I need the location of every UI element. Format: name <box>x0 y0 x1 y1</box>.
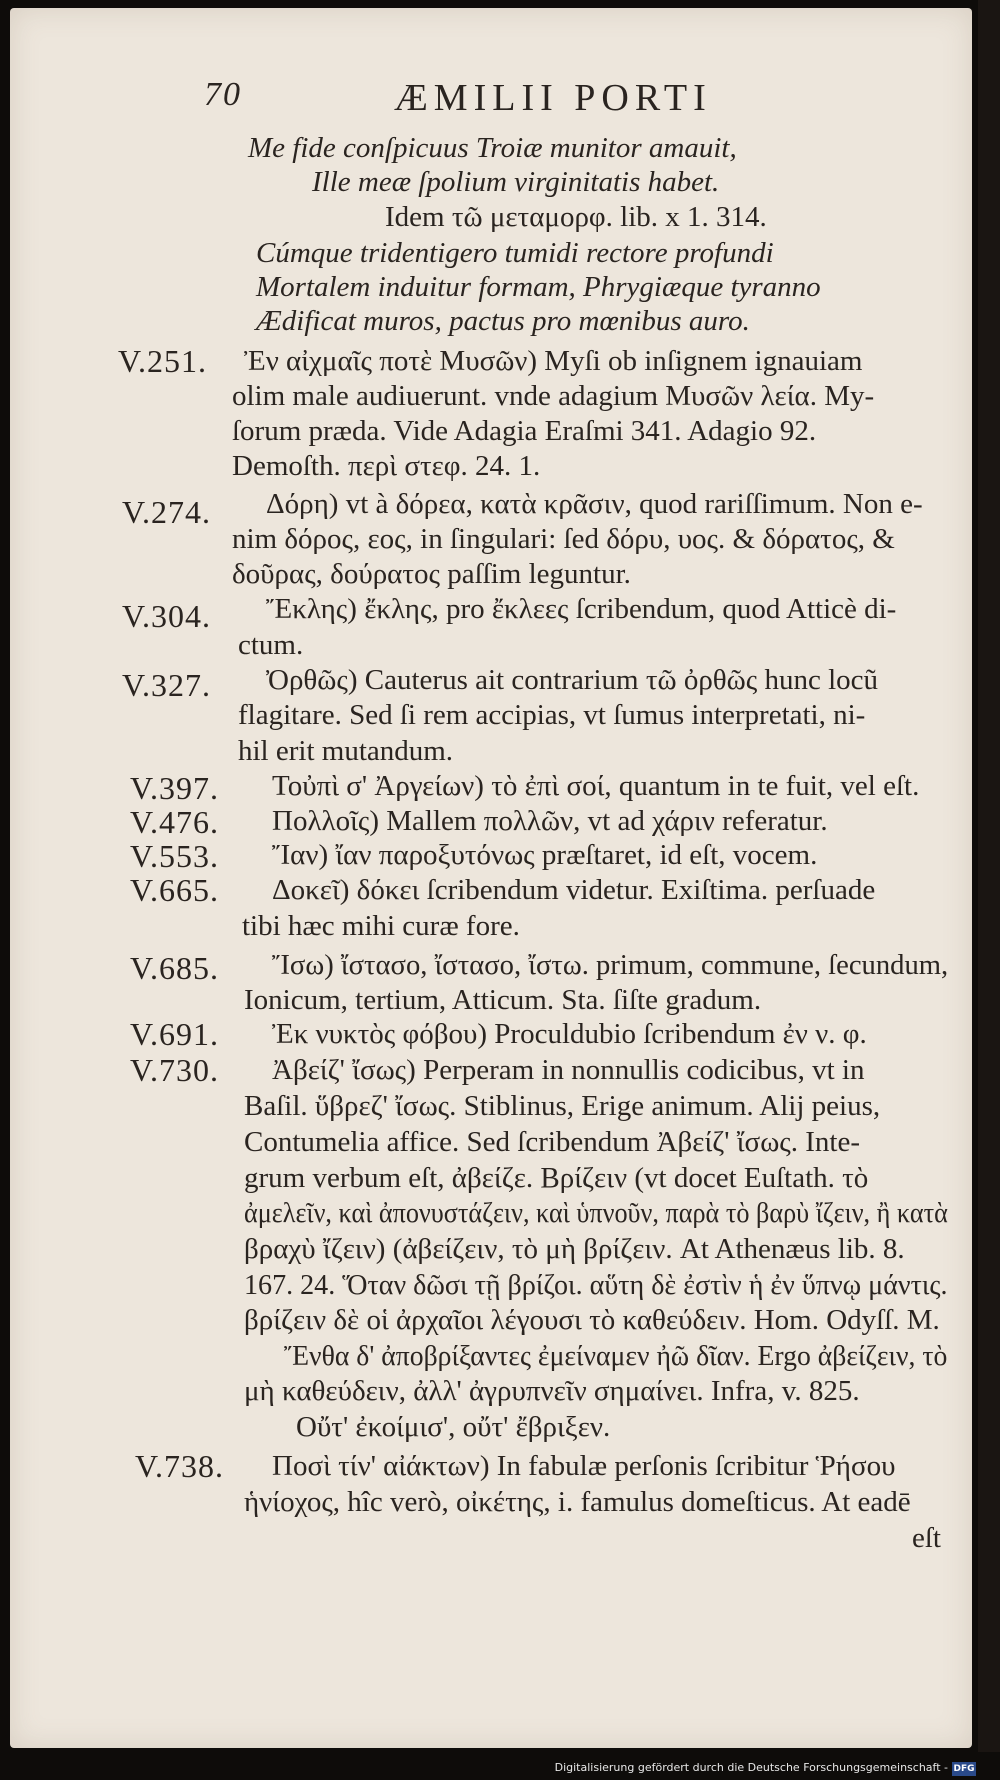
commentary-line: ἀμελεῖν, καὶ ἀπονυστάζειν, καὶ ὑπνοῦν, παρὰ τὸ βαρὺ ἴζειν, ἢ κατὰ <box>244 1197 948 1229</box>
poem-line: Me fide conſpicuus Troiæ munitor amauit, <box>248 132 737 164</box>
verse-label: V.304. <box>122 598 211 634</box>
verse-label: V.397. <box>130 770 219 806</box>
verse-label: V.665. <box>130 872 219 908</box>
commentary-line: hil erit mutandum. <box>238 735 454 767</box>
poem-line: Ædificat muros, pactus pro mœnibus auro. <box>256 305 750 337</box>
verse-label: V.251. <box>118 343 207 379</box>
running-title: ÆMILII PORTI <box>394 77 712 119</box>
page-number: 70 <box>204 76 242 113</box>
funding-credit: Digitalisierung gefördert durch die Deutsche Forschungsgemeinschaft - <box>554 1761 948 1774</box>
commentary-line: grum verbum eſt, ἀβείζε. Βρίζειν (vt docet Euſtath. τὸ <box>244 1162 869 1194</box>
poem-line: Cúmque tridentigero tumidi rectore profundi <box>256 237 774 269</box>
verse-label: V.730. <box>130 1052 219 1088</box>
commentary-line: Ionicum, tertium, Atticum. Sta. ſiſte gradum. <box>244 984 762 1016</box>
verse-label: V.327. <box>122 667 211 703</box>
commentary-line: Ποσὶ τίν' αἰάκτων) In fabulæ perſonis ſcribitur Ῥήσου <box>272 1450 896 1482</box>
commentary-line: ἡνίοχος, hîc verò, οἰκέτης, i. famulus domeſticus. At eadē <box>244 1486 911 1518</box>
commentary-line: Ὀρθῶς) Cauterus ait contrarium τῶ ὀρθῶς hunc locũ <box>266 664 879 696</box>
commentary-line: Ἴσω) ἴστασο, ἴστασο, ἴστω. primum, commune, ſecundum, <box>272 949 949 981</box>
commentary-line: μὴ καθεύδειν, ἀλλ' ἀγρυπνεῖν σημαίνει. Infra, v. 825. <box>244 1375 860 1407</box>
poem-line: Idem τῶ μεταμορφ. lib. x 1. 314. <box>385 201 767 233</box>
commentary-line: Δόρη) vt à δόρεα, κατὰ κρᾶσιν, quod rariſſimum. Non e- <box>266 488 923 520</box>
commentary-line: Δοκεῖ) δόκει ſcribendum videtur. Exiſtima. perſuade <box>272 874 876 906</box>
poem-line: Mortalem induitur formam, Phrygiæque tyranno <box>256 271 821 303</box>
verse-label: V.691. <box>130 1016 219 1052</box>
poem-line: Ille meæ ſpolium virginitatis habet. <box>312 166 720 198</box>
commentary-line: 167. 24. Ὅταν δῶσι τῇ βρίζοι. αὕτη δὲ ἐστὶν ἡ ἐν ὕπνῳ μάντις. <box>244 1269 948 1301</box>
commentary-line: Contumelia affice. Sed ſcribendum Ἀβείζ' ἴσως. Inte- <box>244 1126 861 1158</box>
commentary-line: eſt <box>912 1522 941 1554</box>
commentary-line: δοῦρας, δούρατος paſſim leguntur. <box>232 558 631 590</box>
verse-label: V.476. <box>130 804 219 840</box>
commentary-line: Ἔκλης) ἔκλης, pro ἔκλεες ſcribendum, quod Atticè di- <box>266 593 897 625</box>
commentary-line: flagitare. Sed ſi rem accipias, vt ſumus interpretati, ni- <box>238 699 866 731</box>
commentary-line: Demoſth. περὶ στεφ. 24. 1. <box>232 450 541 482</box>
verse-label: V.274. <box>122 494 211 530</box>
commentary-line: ſorum præda. Vide Adagia Eraſmi 341. Adagio 92. <box>232 415 817 447</box>
commentary-line: βρίζειν δὲ οἱ ἀρχαῖοι λέγουσι τὸ καθεύδειν. Hom. Odyſſ. Μ. <box>244 1304 940 1336</box>
digitization-footer <box>0 1752 1000 1780</box>
commentary-line: Baſil. ὕβρεζ' ἴσως. Stiblinus, Erige animum. Alij peius, <box>244 1090 881 1122</box>
commentary-line: ctum. <box>238 629 304 661</box>
commentary-line: Πολλοῖς) Mallem πολλῶν, vt ad χάριν referatur. <box>272 805 828 837</box>
verse-label: V.685. <box>130 950 219 986</box>
commentary-line: βραχὺ ἴζειν) (ἀβείζειν, τὸ μὴ βρίζειν. At Athenæus lib. 8. <box>244 1233 905 1265</box>
commentary-line: tibi hæc mihi curæ fore. <box>242 910 520 942</box>
verse-label: V.553. <box>130 838 219 874</box>
dfg-logo: DFG <box>953 1764 975 1774</box>
book-spine <box>978 0 1000 1780</box>
commentary-line: Ἴαν) ἴαν παροξυτόνως præſtaret, id eſt, vocem. <box>272 839 818 871</box>
commentary-line: Ἐκ νυκτὸς φόβου) Proculdubio ſcribendum ἐν ν. φ. <box>272 1018 867 1050</box>
commentary-line: Οὔτ' ἐκοίμισ', οὔτ' ἔβριξεν. <box>296 1411 611 1443</box>
commentary-line: Ἔνθα δ' ἀποβρίξαντες ἐμείναμεν ἠῶ δῖαν. Ergo ἀβείζειν, τὸ <box>284 1340 948 1372</box>
commentary-line: Τοὐπὶ σ' Ἀργείων) τὸ ἐπὶ σοί, quantum in te fuit, vel eſt. <box>272 770 920 802</box>
commentary-line: nim δόρος, εος, in ſingulari: ſed δόρυ, υος. & δόρατος, & <box>232 523 895 555</box>
commentary-line: Ἀβείζ' ἴσως) Perperam in nonnullis codicibus, vt in <box>272 1054 865 1086</box>
commentary-line: olim male audiuerunt. vnde adagium Μυσῶν λεία. My- <box>232 380 875 412</box>
verse-label: V.738. <box>135 1448 224 1484</box>
commentary-line: Ἐν αἰχμαῖς ποτὲ Μυσῶν) Myſi ob inſignem ignauiam <box>244 345 863 377</box>
